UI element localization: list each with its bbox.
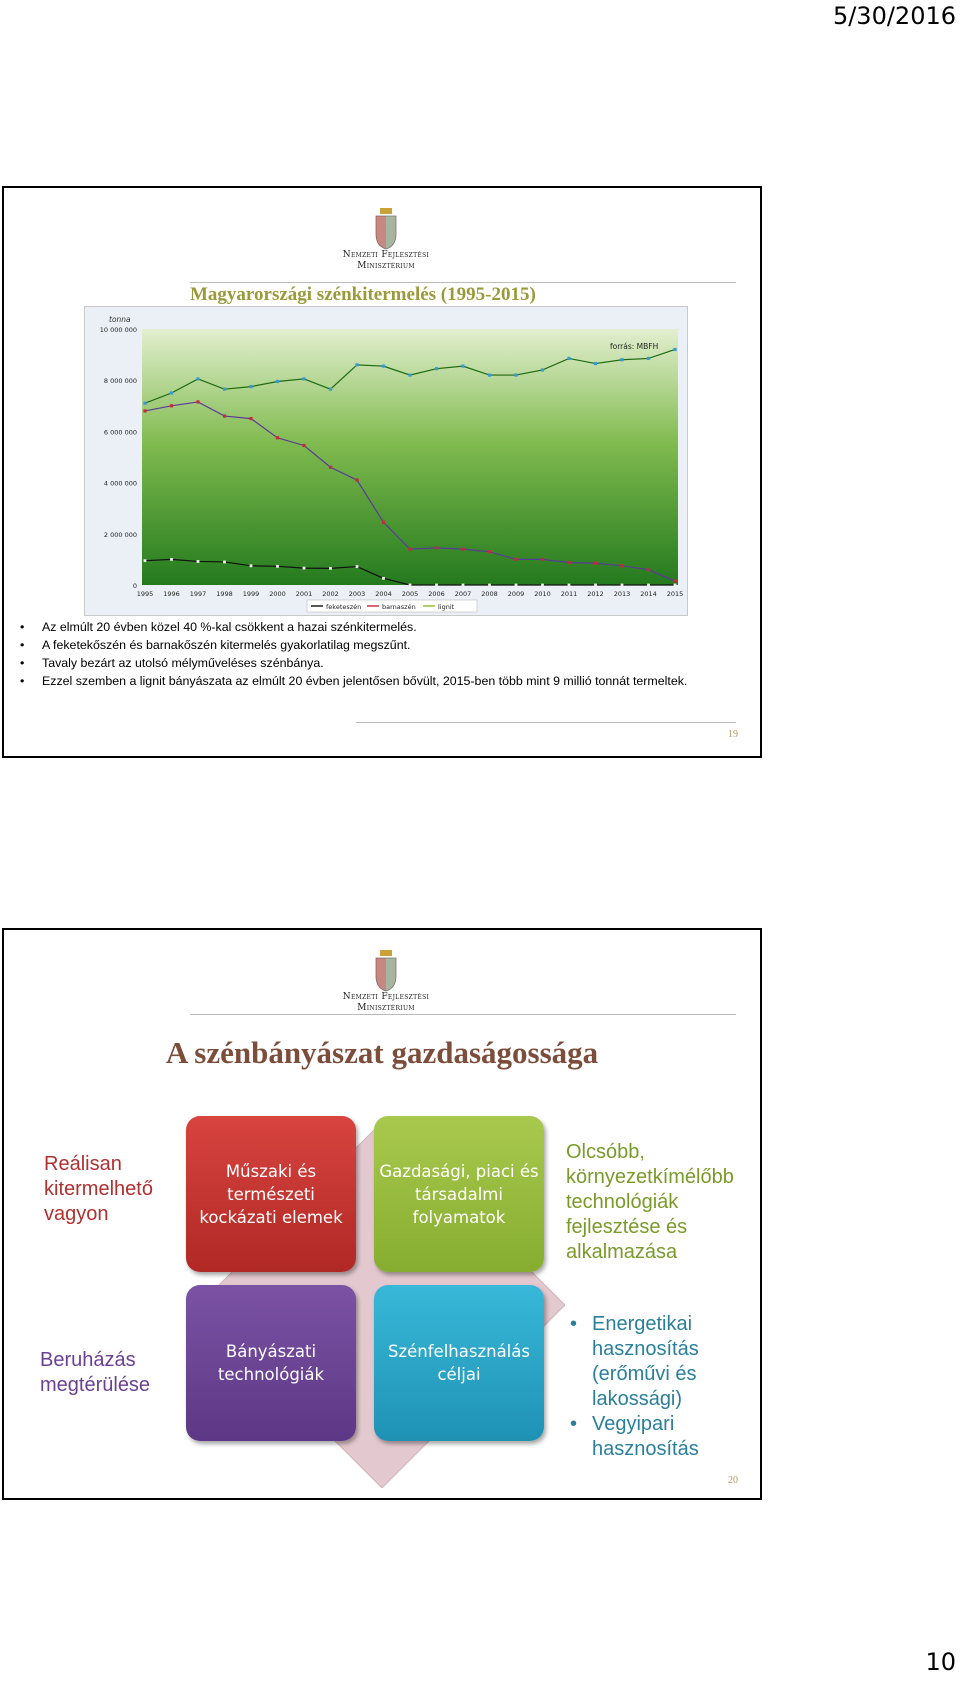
y-tick-label: 0 (132, 582, 137, 590)
slide-title: A szénbányászat gazdaságossága (165, 1035, 599, 1070)
footer-rule (356, 722, 736, 723)
data-point-barnaszén (435, 546, 438, 549)
tile-technical-risks: Műszaki és természeti kockázati elemek (186, 1116, 356, 1272)
page-date: 5/30/2016 (832, 2, 956, 30)
data-point-barnaszén (408, 548, 411, 551)
data-point-barnaszén (249, 417, 252, 420)
data-point-barnaszén (196, 400, 199, 403)
data-point-feketeszén (435, 584, 438, 587)
x-tick-label: 2010 (534, 590, 551, 598)
data-point-barnaszén (488, 550, 491, 553)
data-point-lignit (408, 373, 411, 376)
coal-production-chart (85, 307, 687, 615)
data-point-lignit (488, 373, 491, 376)
bullet-item: • Az elmúlt 20 évben közel 40 %-kal csökkent a hazai szénkitermelés. (16, 618, 756, 636)
ministry-name-line2: Minisztérium (357, 261, 415, 271)
data-point-lignit (594, 362, 597, 365)
data-point-feketeszén (409, 584, 412, 587)
data-point-barnaszén (143, 409, 146, 412)
data-point-barnaszén (567, 561, 570, 564)
left-top-text: Reálisan kitermelhető vagyon (44, 1153, 153, 1225)
ministry-name-line1: Nemzeti Fejlesztési (342, 992, 430, 1002)
data-point-feketeszén (382, 577, 385, 580)
right-top-text: Olcsóbb, környezetkímélőbb technológiák fejlesztése és alkalmazása (566, 1141, 734, 1263)
data-point-lignit (249, 385, 252, 388)
x-tick-label: 1995 (136, 590, 154, 598)
ministry-logo (342, 208, 430, 272)
x-tick-label: 2005 (401, 590, 419, 598)
data-point-barnaszén (170, 404, 173, 407)
data-point-lignit (382, 365, 385, 368)
tile-coal-usage: Szénfelhasználás céljai (374, 1285, 544, 1441)
data-point-lignit (647, 357, 650, 360)
data-point-barnaszén (594, 562, 597, 565)
data-point-feketeszén (488, 584, 491, 587)
data-point-feketeszén (223, 561, 226, 564)
slide-19 (2, 186, 762, 758)
data-point-lignit (196, 377, 199, 380)
left-bottom-text: Beruházás megtérülése (40, 1349, 151, 1396)
x-tick-label: 2002 (322, 590, 339, 598)
slide-number: 19 (728, 729, 738, 740)
data-point-lignit (170, 391, 173, 394)
x-tick-label: 2003 (348, 590, 366, 598)
data-point-barnaszén (276, 436, 279, 439)
y-tick-label: 4 000 000 (103, 479, 137, 488)
data-point-lignit (514, 373, 517, 376)
data-point-feketeszén (197, 560, 200, 563)
ministry-logo (342, 950, 430, 1014)
x-tick-label: 1999 (242, 590, 260, 598)
coat-of-arms-icon (373, 950, 399, 992)
coat-of-arms-icon (373, 208, 399, 250)
data-point-lignit (435, 367, 438, 370)
x-tick-label: 2001 (295, 590, 313, 598)
data-point-lignit (620, 358, 623, 361)
slide-number: 20 (728, 1475, 738, 1486)
data-point-lignit (276, 380, 279, 383)
title-rule (190, 1014, 736, 1015)
data-point-feketeszén (356, 565, 359, 568)
x-tick-label: 2007 (454, 590, 472, 598)
data-point-barnaszén (673, 580, 676, 583)
chart-frame (84, 306, 688, 616)
x-tick-label: 2008 (481, 590, 498, 598)
slide-title: Magyarországi szénkitermelés (1995-2015) (190, 284, 536, 305)
data-point-feketeszén (621, 584, 624, 587)
data-point-feketeszén (303, 567, 306, 570)
right-bullet-list (568, 1312, 758, 1462)
data-point-barnaszén (620, 564, 623, 567)
data-point-lignit (673, 348, 676, 351)
tile-mining-technologies: Bányászati technológiák (186, 1285, 356, 1441)
legend-label: feketeszén (326, 603, 362, 611)
bullet-item: • Ezzel szemben a lignit bányászata az elmúlt 20 évben jelentősen bővült, 2015-ben több mint 9 millió tonnát termeltek. (16, 672, 756, 690)
y-tick-label: 2 000 000 (103, 530, 137, 539)
tile-economic-processes: Gazdasági, piaci és társadalmi folyamatok (374, 1116, 544, 1272)
data-point-barnaszén (382, 521, 385, 524)
legend-label: barnaszén (382, 603, 416, 611)
x-tick-label: 2012 (587, 590, 604, 598)
y-axis-label: tonna (109, 315, 131, 324)
data-point-lignit (355, 363, 358, 366)
data-point-feketeszén (541, 584, 544, 587)
x-tick-label: 1998 (216, 590, 233, 598)
x-tick-label: 2004 (375, 590, 392, 598)
page-number: 10 (925, 1648, 956, 1676)
data-point-barnaszén (541, 558, 544, 561)
data-point-feketeszén (568, 584, 571, 587)
data-point-feketeszén (250, 564, 253, 567)
data-point-barnaszén (223, 414, 226, 417)
data-point-feketeszén (276, 565, 279, 568)
data-point-barnaszén (647, 568, 650, 571)
usage-bullet-item: • Vegyipari hasznosítás (568, 1412, 758, 1462)
data-point-lignit (302, 377, 305, 380)
data-point-lignit (329, 388, 332, 391)
usage-bullet-item: • Energetikai hasznosítás (erőművi és lakossági) (568, 1312, 758, 1412)
x-tick-label: 2011 (560, 590, 578, 598)
data-point-barnaszén (329, 466, 332, 469)
bullet-item: • A feketekőszén és barnakőszén kitermelés gyakorlatilag megszűnt. (16, 636, 756, 654)
data-point-lignit (567, 357, 570, 360)
x-tick-label: 2015 (666, 590, 684, 598)
data-point-barnaszén (302, 444, 305, 447)
data-point-feketeszén (647, 584, 650, 587)
data-point-barnaszén (355, 478, 358, 481)
ministry-name-line1: Nemzeti Fejlesztési (342, 250, 430, 260)
y-tick-label: 8 000 000 (103, 377, 137, 386)
y-tick-label: 6 000 000 (103, 428, 137, 437)
x-tick-label: 2014 (640, 590, 657, 598)
x-tick-label: 2013 (613, 590, 631, 598)
data-point-lignit (223, 388, 226, 391)
x-tick-label: 1997 (189, 590, 207, 598)
data-point-lignit (143, 402, 146, 405)
source-annotation: forrás: MBFH (610, 342, 659, 351)
data-point-barnaszén (461, 548, 464, 551)
data-point-lignit (541, 368, 544, 371)
data-point-lignit (461, 365, 464, 368)
bullet-item: • Tavaly bezárt az utolsó mélyműveléses szénbánya. (16, 654, 756, 672)
ministry-name-line2: Minisztérium (357, 1003, 415, 1013)
data-point-feketeszén (462, 584, 465, 587)
legend-label: lignit (438, 603, 455, 611)
data-point-feketeszén (329, 567, 332, 570)
data-point-feketeszén (170, 558, 173, 561)
data-point-feketeszén (594, 584, 597, 587)
x-tick-label: 2006 (428, 590, 445, 598)
data-point-feketeszén (515, 584, 518, 587)
data-point-barnaszén (514, 558, 517, 561)
y-tick-label: 10 000 000 (99, 326, 137, 334)
slide-20 (2, 928, 762, 1500)
x-tick-label: 2000 (269, 590, 286, 598)
title-rule (190, 282, 736, 283)
data-point-feketeszén (674, 584, 677, 587)
x-tick-label: 1996 (163, 590, 180, 598)
plot-area (142, 329, 678, 585)
data-point-feketeszén (144, 559, 147, 562)
bullet-list (16, 618, 756, 690)
x-tick-label: 2009 (507, 590, 525, 598)
